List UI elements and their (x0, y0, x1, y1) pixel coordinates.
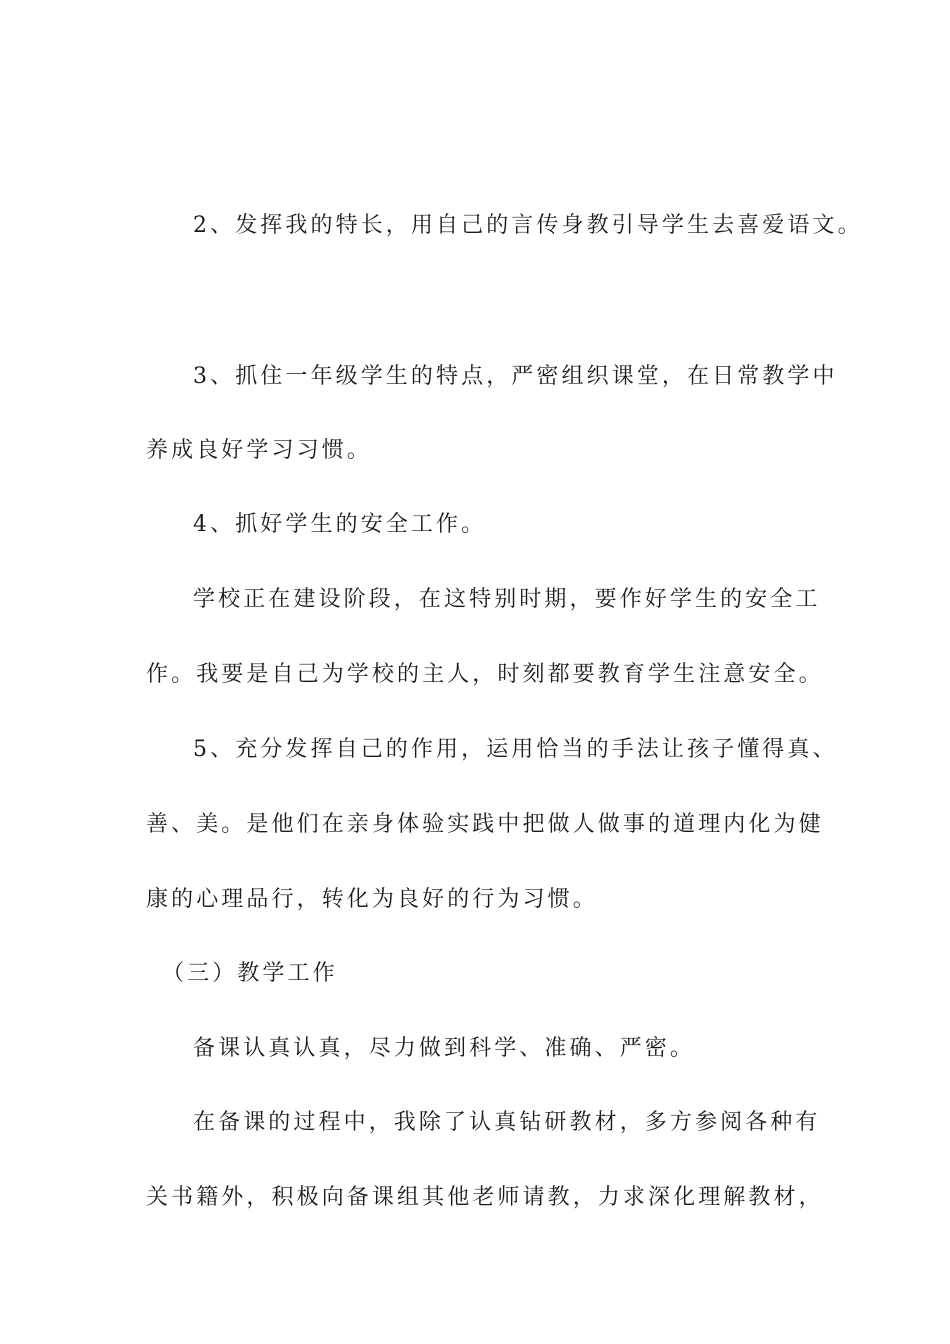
paragraph-line-5: 学校正在建设阶段，在这特别时期，要作好学生的安全工 (193, 587, 821, 612)
paragraph-line-2: 3、抓住一年级学生的特点，严密组织课堂，在日常教学中 (193, 364, 838, 389)
paragraph-line-12: 在备课的过程中，我除了认真钻研教材，多方参阅各种有 (193, 1110, 821, 1135)
paragraph-line-4: 4、抓好学生的安全工作。 (193, 512, 487, 537)
paragraph-line-1: 2、发挥我的特长，用自己的言传身教引导学生去喜爱语文。 (193, 213, 863, 238)
paragraph-line-7: 5、充分发挥自己的作用，运用恰当的手法让孩子懂得真、 (193, 737, 838, 762)
paragraph-line-6: 作。我要是自己为学校的主人，时刻都要教育学生注意安全。 (146, 662, 824, 687)
paragraph-line-9: 康的心理品行，转化为良好的行为习惯。 (146, 887, 598, 912)
section-heading: （三）教学工作 (162, 961, 338, 986)
paragraph-line-13: 关书籍外，积极向备课组其他老师请教，力求深化理解教材， (146, 1185, 824, 1210)
paragraph-line-8: 善、美。是他们在亲身体验实践中把做人做事的道理内化为健 (146, 812, 824, 837)
paragraph-line-3: 养成良好学习习惯。 (146, 438, 372, 463)
paragraph-line-11: 备课认真认真，尽力做到科学、准确、严密。 (193, 1036, 696, 1061)
